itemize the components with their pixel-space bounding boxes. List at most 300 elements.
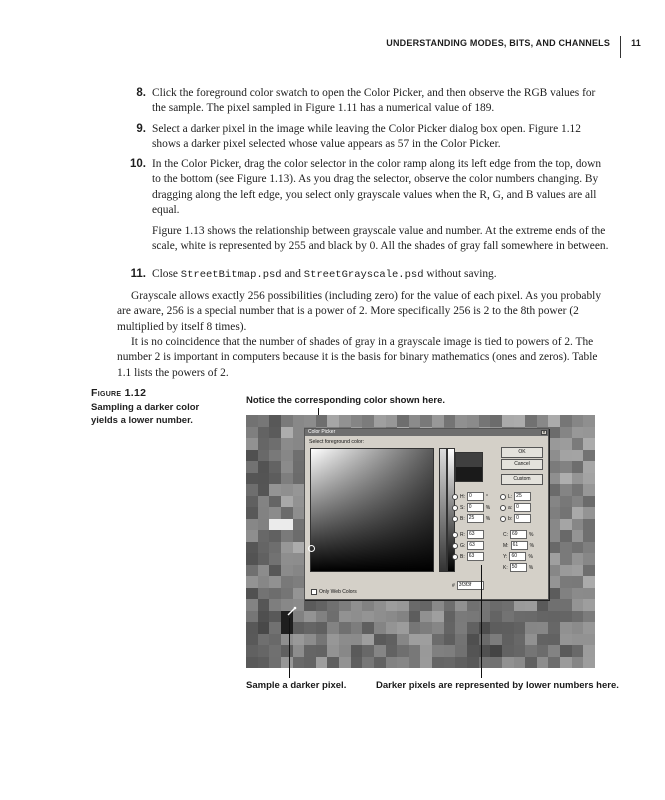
pixel-cell — [409, 657, 421, 669]
leader-line — [289, 618, 290, 678]
pixel-cell — [269, 622, 281, 634]
pixel-cell — [269, 507, 281, 519]
pixel-cell — [246, 473, 258, 485]
pixel-cell — [502, 415, 514, 427]
step-number: 10. — [130, 158, 146, 170]
pixel-cell — [327, 611, 339, 623]
pixel-cell — [281, 496, 293, 508]
pixel-cell — [583, 565, 595, 577]
field-h[interactable] — [452, 492, 488, 501]
pixel-cell — [258, 553, 270, 565]
dialog-titlebar — [305, 429, 548, 436]
pixel-cell — [560, 484, 572, 496]
pixel-cell — [293, 588, 305, 600]
pixel-cell — [514, 645, 526, 657]
pixel-cell — [246, 461, 258, 473]
pixel-cell — [258, 507, 270, 519]
pixel-cell — [583, 553, 595, 565]
header-divider — [620, 36, 621, 58]
pixel-cell — [560, 438, 572, 450]
radio-button[interactable] — [452, 532, 458, 538]
pixel-cell — [246, 599, 258, 611]
pixel-cell — [269, 519, 281, 531]
pixel-cell — [293, 415, 305, 427]
pixel-cell — [293, 565, 305, 577]
pixel-cell — [560, 461, 572, 473]
pixel-cell — [339, 645, 351, 657]
pixel-cell — [548, 622, 560, 634]
pixel-cell — [525, 645, 537, 657]
new-color-swatch — [456, 453, 482, 467]
field-c[interactable] — [503, 530, 533, 539]
pixel-cell — [258, 530, 270, 542]
pixel-cell — [362, 415, 374, 427]
pixel-cell — [548, 427, 560, 439]
pixel-cell — [490, 634, 502, 646]
callout-top: Notice the corresponding color shown here. — [246, 395, 445, 406]
pixel-cell — [269, 427, 281, 439]
pixel-cell — [420, 622, 432, 634]
pixel-cell — [316, 657, 328, 669]
pixel-cell — [246, 507, 258, 519]
field-value[interactable]: 0 — [467, 492, 484, 501]
pixel-cell — [374, 415, 386, 427]
pixel-cell — [362, 611, 374, 623]
pixel-cell — [246, 553, 258, 565]
pixel-cell — [560, 611, 572, 623]
figure-caption: Sampling a darker color yields a lower number. — [91, 402, 200, 426]
pixel-cell — [560, 427, 572, 439]
step-text: Select a darker pixel in the image while leaving the Color Picker dialog box open. Figure 1.12 shows a darker pixel selected whose value appears as 57 in the Color Picker. — [152, 123, 581, 151]
pixel-cell — [479, 415, 491, 427]
pixel-cell — [548, 599, 560, 611]
pixel-cell — [246, 622, 258, 634]
radio-button[interactable] — [452, 505, 458, 511]
pixel-cell — [572, 645, 584, 657]
pixel-cell — [548, 588, 560, 600]
pixel-cell — [362, 622, 374, 634]
pixel-cell — [560, 496, 572, 508]
pixel-cell — [455, 622, 467, 634]
pixel-cell — [246, 542, 258, 554]
radio-button[interactable] — [500, 505, 506, 511]
radio-button[interactable] — [500, 494, 506, 500]
pixel-cell — [514, 415, 526, 427]
pixel-cell — [374, 611, 386, 623]
pixel-cell — [246, 576, 258, 588]
radio-button[interactable] — [452, 516, 458, 522]
pixel-cell — [583, 415, 595, 427]
pixel-cell — [455, 657, 467, 669]
pixel-cell — [444, 657, 456, 669]
pixel-cell — [455, 599, 467, 611]
field-label: S: — [460, 504, 465, 511]
field-label: M: — [503, 542, 509, 549]
pixel-cell — [362, 657, 374, 669]
radio-button[interactable] — [452, 494, 458, 500]
hue-slider[interactable] — [439, 448, 447, 572]
pixel-cell — [467, 657, 479, 669]
pixel-cell — [258, 634, 270, 646]
pixel-cell — [269, 438, 281, 450]
body-paragraph — [117, 335, 612, 381]
field-unit: ° — [486, 493, 488, 500]
field-unit: % — [528, 553, 533, 560]
pixel-cell — [281, 507, 293, 519]
figure-label: Figure 1.12 — [91, 387, 147, 399]
pixel-cell — [583, 496, 595, 508]
running-title: UNDERSTANDING MODES, BITS, AND CHANNELS — [386, 38, 611, 48]
field-unit: % — [529, 542, 535, 549]
pixel-cell — [583, 461, 595, 473]
pixel-cell — [548, 519, 560, 531]
pixel-cell — [490, 611, 502, 623]
pixel-cell — [432, 634, 444, 646]
pixel-cell — [374, 599, 386, 611]
pixel-cell — [281, 438, 293, 450]
field-label: K: — [503, 564, 508, 571]
pixel-cell — [327, 599, 339, 611]
pixel-cell — [258, 542, 270, 554]
pixel-cell — [397, 634, 409, 646]
pixel-cell — [548, 657, 560, 669]
field-value[interactable]: 63 — [467, 541, 484, 550]
pixel-cell — [560, 634, 572, 646]
step-10 — [130, 157, 612, 254]
close-icon[interactable]: × — [542, 430, 546, 436]
step-text: Click the foreground color swatch to open the Color Picker, and then observe the RGB values for the sample. The pixel sampled in Figure 1.11 has a numerical value of 189. — [152, 87, 596, 115]
field-rgb-b[interactable] — [452, 552, 486, 561]
pixel-cell — [386, 645, 398, 657]
field-value[interactable]: 0 — [514, 514, 531, 523]
pixel-cell — [386, 611, 398, 623]
pixel-cell — [281, 588, 293, 600]
step-text: and — [281, 268, 304, 280]
pixel-cell — [281, 645, 293, 657]
pixel-cell — [246, 484, 258, 496]
pixel-cell — [490, 599, 502, 611]
pixel-cell — [444, 599, 456, 611]
pixel-cell — [258, 657, 270, 669]
pixel-cell — [269, 473, 281, 485]
color-selector-marker[interactable] — [308, 545, 315, 552]
pixel-cell — [269, 415, 281, 427]
pixel-cell — [502, 634, 514, 646]
current-color-swatch — [456, 467, 482, 481]
pixel-cell — [258, 588, 270, 600]
pixel-cell — [409, 645, 421, 657]
pixel-cell — [455, 611, 467, 623]
pixel-cell — [502, 622, 514, 634]
pixel-cell — [281, 530, 293, 542]
pixel-cell — [560, 415, 572, 427]
pixel-cell — [386, 634, 398, 646]
pixel-cell — [502, 611, 514, 623]
pixel-cell — [514, 634, 526, 646]
pixel-cell — [258, 622, 270, 634]
pixel-cell — [351, 599, 363, 611]
pixel-cell — [281, 634, 293, 646]
pixel-cell — [548, 611, 560, 623]
select-foreground-label: Select foreground color: — [309, 439, 365, 445]
figure-caption-block — [91, 387, 221, 427]
pixel-cell — [281, 427, 293, 439]
pixel-cell — [514, 611, 526, 623]
hex-row[interactable] — [452, 581, 484, 590]
field-s[interactable] — [452, 503, 490, 512]
field-g[interactable] — [452, 541, 486, 550]
pixel-cell — [246, 611, 258, 623]
pixel-cell — [246, 530, 258, 542]
pixel-cell — [467, 622, 479, 634]
pixel-cell — [351, 415, 363, 427]
pixel-cell — [339, 622, 351, 634]
pixel-cell — [548, 496, 560, 508]
pixel-cell — [246, 415, 258, 427]
pixel-cell — [572, 542, 584, 554]
pixel-cell — [351, 645, 363, 657]
pixel-cell — [316, 645, 328, 657]
pixel-cell — [339, 634, 351, 646]
pixel-cell — [583, 484, 595, 496]
pixel-cell — [572, 622, 584, 634]
pixel-cell — [432, 611, 444, 623]
figure-screenshot — [246, 415, 595, 668]
field-label: B: — [460, 553, 465, 560]
pixel-cell — [548, 634, 560, 646]
field-label: G: — [460, 542, 466, 549]
color-ramp[interactable] — [310, 448, 434, 572]
radio-button[interactable] — [452, 554, 458, 560]
pixel-cell — [269, 542, 281, 554]
step-followup: Figure 1.13 shows the relationship between grayscale value and number. At the extreme ends of the scale, white is represented by 255 and black by 0. All the shades of gray fall somewhere in between. — [152, 224, 609, 253]
pixel-cell — [304, 599, 316, 611]
pixel-cell — [548, 645, 560, 657]
pixel-cell — [269, 461, 281, 473]
pixel-cell — [374, 622, 386, 634]
pixel-cell — [560, 450, 572, 462]
pixel-cell — [281, 461, 293, 473]
pixel-cell — [572, 427, 584, 439]
pixel-cell — [525, 611, 537, 623]
pixel-cell — [316, 415, 328, 427]
pixel-cell — [362, 599, 374, 611]
step-11 — [130, 267, 612, 283]
pixel-cell — [339, 599, 351, 611]
pixel-cell — [514, 599, 526, 611]
step-number: 8. — [136, 87, 146, 99]
pixel-cell — [572, 461, 584, 473]
pixel-cell — [281, 415, 293, 427]
pixel-cell — [525, 634, 537, 646]
pixel-cell — [397, 622, 409, 634]
pixel-cell — [537, 657, 549, 669]
checkbox[interactable] — [311, 589, 317, 595]
pixel-cell — [560, 599, 572, 611]
pixel-cell — [490, 657, 502, 669]
pixel-cell — [572, 611, 584, 623]
cancel-button[interactable]: Cancel — [501, 459, 543, 470]
pixel-cell — [583, 438, 595, 450]
field-unit: % — [485, 515, 491, 522]
pixel-cell — [560, 473, 572, 485]
field-l[interactable] — [500, 492, 533, 501]
pixel-cell — [269, 645, 281, 657]
pixel-cell — [409, 599, 421, 611]
pixel-cell — [293, 645, 305, 657]
pixel-cell — [316, 599, 328, 611]
pixel-cell — [293, 634, 305, 646]
field-value[interactable]: 63 — [467, 552, 484, 561]
pixel-cell — [409, 611, 421, 623]
pixel-cell — [269, 484, 281, 496]
pixel-cell — [583, 576, 595, 588]
pixel-cell — [572, 530, 584, 542]
pixel-cell — [583, 645, 595, 657]
pixel-cell — [560, 553, 572, 565]
pixel-cell — [293, 461, 305, 473]
custom-button[interactable]: Custom — [501, 474, 543, 485]
pixel-cell — [293, 484, 305, 496]
pixel-cell — [258, 438, 270, 450]
pixel-cell — [293, 530, 305, 542]
pixel-cell — [420, 611, 432, 623]
field-k[interactable] — [503, 563, 533, 572]
pixel-cell — [572, 473, 584, 485]
field-value[interactable]: 25 — [514, 492, 531, 501]
pixel-cell — [537, 645, 549, 657]
pixel-cell — [293, 553, 305, 565]
radio-button[interactable] — [452, 543, 458, 549]
pixel-cell — [583, 519, 595, 531]
color-picker-dialog — [304, 428, 549, 600]
pixel-cell — [572, 576, 584, 588]
pixel-cell — [455, 645, 467, 657]
pixel-cell — [444, 645, 456, 657]
web-colors-option[interactable] — [311, 589, 357, 595]
pixel-cell — [420, 599, 432, 611]
pixel-cell — [258, 565, 270, 577]
pixel-cell — [304, 657, 316, 669]
pixel-cell — [316, 622, 328, 634]
pixel-cell — [432, 645, 444, 657]
pixel-cell — [420, 415, 432, 427]
pixel-cell — [583, 599, 595, 611]
pixel-cell — [397, 645, 409, 657]
field-a[interactable] — [500, 503, 533, 512]
pixel-cell — [548, 415, 560, 427]
field-value[interactable]: 61 — [511, 541, 528, 550]
field-value[interactable]: 0 — [514, 503, 531, 512]
radio-button[interactable] — [500, 516, 506, 522]
field-label: R: — [460, 531, 465, 538]
pixel-cell — [258, 611, 270, 623]
pixel-cell — [339, 611, 351, 623]
pixel-cell — [269, 530, 281, 542]
pixel-cell — [537, 634, 549, 646]
pixel-cell — [537, 611, 549, 623]
pixel-cell — [374, 634, 386, 646]
pixel-cell — [246, 657, 258, 669]
field-value[interactable]: 0 — [467, 503, 484, 512]
pixel-cell — [304, 645, 316, 657]
pixel-cell — [525, 657, 537, 669]
pixel-cell — [514, 657, 526, 669]
callout-right: Darker pixels are represented by lower numbers here. — [376, 680, 619, 691]
pixel-cell — [293, 438, 305, 450]
pixel-cell — [502, 645, 514, 657]
field-unit: % — [485, 504, 491, 511]
pixel-cell — [386, 599, 398, 611]
pixel-cell — [293, 496, 305, 508]
pixel-cell — [327, 415, 339, 427]
pixel-cell — [281, 565, 293, 577]
pixel-cell — [293, 427, 305, 439]
hex-field[interactable]: 3f3f3f — [457, 581, 484, 590]
pixel-cell — [420, 657, 432, 669]
pixel-cell — [583, 507, 595, 519]
filename: StreetGrayscale.psd — [303, 269, 424, 281]
pixel-cell — [246, 438, 258, 450]
field-value[interactable]: 50 — [510, 563, 527, 572]
pixel-cell — [572, 519, 584, 531]
pixel-cell — [339, 657, 351, 669]
field-label: Y: — [503, 553, 508, 560]
pixel-cell — [572, 484, 584, 496]
pixel-cell — [362, 645, 374, 657]
pixel-cell — [246, 588, 258, 600]
pixel-cell — [537, 599, 549, 611]
ok-button[interactable]: OK — [501, 447, 543, 458]
pixel-cell — [281, 450, 293, 462]
pixel-cell — [560, 565, 572, 577]
pixel-cell — [258, 450, 270, 462]
pixel-cell — [327, 645, 339, 657]
field-value[interactable]: 69 — [510, 530, 527, 539]
pixel-cell — [293, 657, 305, 669]
field-label: b: — [508, 515, 513, 522]
pixel-cell — [258, 576, 270, 588]
field-value[interactable]: 60 — [509, 552, 526, 561]
field-y[interactable] — [503, 552, 533, 561]
field-lab-b[interactable] — [500, 514, 533, 523]
field-unit: % — [528, 564, 534, 571]
pixel-cell — [583, 588, 595, 600]
pixel-cell — [258, 484, 270, 496]
pixel-cell — [572, 450, 584, 462]
field-label: L: — [508, 493, 513, 500]
field-b[interactable] — [452, 514, 490, 523]
field-r[interactable] — [452, 530, 486, 539]
pixel-cell — [351, 634, 363, 646]
pixel-cell — [572, 565, 584, 577]
pixel-cell — [467, 634, 479, 646]
pixel-cell — [269, 599, 281, 611]
pixel-cell — [397, 415, 409, 427]
field-value[interactable]: 25 — [467, 514, 484, 523]
pixel-cell — [572, 553, 584, 565]
field-m[interactable] — [503, 541, 534, 550]
pixel-cell — [409, 634, 421, 646]
pixel-cell — [502, 599, 514, 611]
pixel-cell — [269, 657, 281, 669]
pixel-cell — [548, 438, 560, 450]
field-value[interactable]: 63 — [467, 530, 484, 539]
pixel-cell — [304, 611, 316, 623]
pixel-cell — [560, 519, 572, 531]
dialog-title: Color Picker — [308, 429, 336, 435]
pixel-cell — [490, 415, 502, 427]
